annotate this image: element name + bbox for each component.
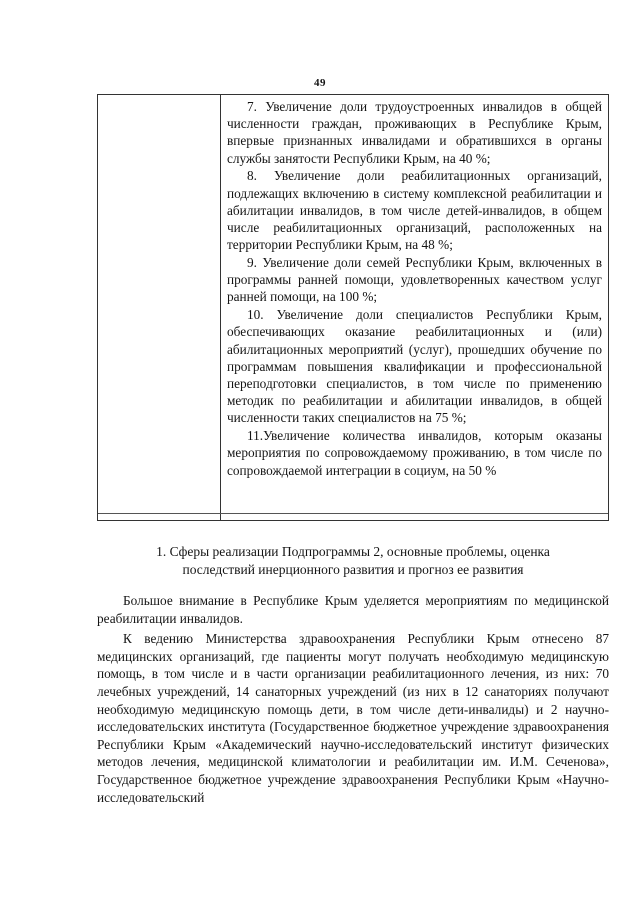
body-text <box>97 592 609 809</box>
page-number: 49 <box>314 77 326 89</box>
table-item-11: 11.Увеличение количества инвалидов, которым оказаны мероприятия по сопровождаемому проживанию, в том числе по сопровождаемой интеграции в социум, на 50 % <box>227 428 602 478</box>
table-item-10: 10. Увеличение доли специалистов Республики Крым, обеспечивающих оказание реабилитационных и (или) абилитационных мероприятий (услуг), прошедших обучение по программам повышения квалификации и профессиональной переподготовки специалистов, в том числе по применению методик по реабилитации и абилитации инвалидов, в общей численности таких специалистов на 75 %; <box>227 307 602 426</box>
results-table <box>97 94 609 521</box>
section-heading-line-1: 1. Сферы реализации Подпрограммы 2, основные проблемы, оценка <box>156 544 550 559</box>
table-item-8: 8. Увеличение доли реабилитационных организаций, подлежащих включению в систему комплексной реабилитации и абилитации инвалидов, в том числе детей-инвалидов, в общем числе реабилитационных организаций, расположенных на территории Республики Крым, на 48 %; <box>227 168 602 253</box>
table-bottom-rule <box>98 513 608 514</box>
table-left-cell <box>98 95 221 520</box>
section-heading <box>97 543 609 578</box>
paragraph-2: К ведению Министерства здравоохранения Республики Крым отнесено 87 медицинских организаций, где пациенты могут получать необходимую медицинскую помощь, в том числе и в части организации реабилитационного лечения, из них: 70 лечебных учреждений, 14 санаторных учреждений (из них в 12 санаториях получают необходимую медицинскую помощь дети, в том числе дети-инвалиды) и 2 научно-исследовательских института (Государственное бюджетное учреждение здравоохранения Республики Крым «Академический научно-исследовательский институт физических методов лечения, медицинской климатологии и реабилитации им. И.М. Сеченова», Государственное бюджетное учреждение здравоохранения Республики Крым «Научно-исследовательский <box>97 631 609 805</box>
table-item-7: 7. Увеличение доли трудоустроенных инвалидов в общей численности граждан, проживающих в Республике Крым, впервые признанных инвалидами и обратившихся в органы службы занятости Республики Крым, на 40 %; <box>227 99 602 166</box>
section-heading-line-2: последствий инерционного развития и прогноз ее развития <box>182 561 524 577</box>
table-item-9: 9. Увеличение доли семей Республики Крым, включенных в программы ранней помощи, удовлетворенных качеством услуг ранней помощи, на 100 %; <box>227 255 602 305</box>
paragraph-1: Большое внимание в Республике Крым уделяется мероприятиям по медицинской реабилитации инвалидов. <box>97 593 609 626</box>
table-right-cell <box>227 98 602 479</box>
